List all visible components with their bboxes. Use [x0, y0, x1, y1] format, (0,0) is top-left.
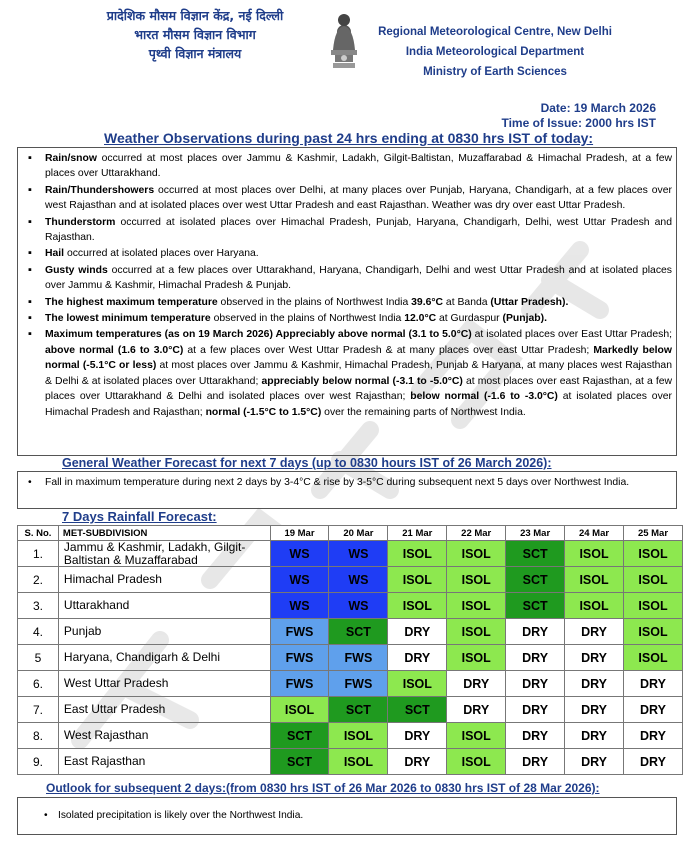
forecast-cell: FWS — [329, 671, 388, 697]
forecast-cell: WS — [270, 541, 329, 567]
place-name: (Uttar Pradesh). — [490, 296, 569, 308]
forecast-cell: SCT — [388, 697, 447, 723]
header-day: 21 Mar — [388, 526, 447, 541]
forecast-cell: DRY — [623, 749, 682, 775]
header-subdivision: MET-SUBDIVISION — [58, 526, 270, 541]
hindi-line: प्रादेशिक मौसम विज्ञान केंद्र, नई दिल्ली — [106, 8, 284, 23]
table-row — [18, 671, 683, 697]
row-subdivision: Uttarakhand — [58, 593, 270, 619]
general-forecast-box — [17, 471, 677, 509]
forecast-cell: SCT — [506, 593, 565, 619]
outlook-box — [17, 797, 677, 835]
forecast-cell: ISOL — [447, 619, 506, 645]
row-sno: 4. — [18, 619, 59, 645]
table-row — [18, 541, 683, 567]
english-line: Regional Meteorological Centre, New Delhi — [378, 26, 612, 38]
row-sno: 8. — [18, 723, 59, 749]
forecast-cell: ISOL — [623, 541, 682, 567]
forecast-cell: ISOL — [447, 541, 506, 567]
list-item — [18, 183, 676, 214]
category: appreciably below normal (-3.1 to -5.0°C) — [261, 375, 463, 387]
forecast-cell: DRY — [388, 645, 447, 671]
forecast-cell: FWS — [270, 671, 329, 697]
forecast-cell: DRY — [388, 723, 447, 749]
table-row — [18, 593, 683, 619]
forecast-cell: DRY — [565, 645, 624, 671]
forecast-cell: ISOL — [623, 593, 682, 619]
table-row — [18, 619, 683, 645]
forecast-cell: FWS — [270, 619, 329, 645]
row-sno: 5 — [18, 645, 59, 671]
forecast-cell: SCT — [329, 697, 388, 723]
item-text: observed in the plains of Northwest India — [217, 296, 412, 308]
temp-value: 12.0°C — [404, 313, 437, 325]
row-sno: 2. — [18, 567, 59, 593]
list-item — [18, 246, 676, 261]
forecast-cell: SCT — [506, 541, 565, 567]
forecast-cell: DRY — [447, 697, 506, 723]
forecast-cell: ISOL — [623, 567, 682, 593]
forecast-cell: ISOL — [388, 671, 447, 697]
item-text: occurred at isolated places over Himachal Pradesh, Punjab, Haryana, Chandigarh, Delhi, west Uttar Pradesh and Rajasthan. — [45, 216, 672, 244]
list-item: • Isolated precipitation is likely over the Northwest India. — [18, 798, 676, 823]
table-row — [18, 749, 683, 775]
list-item — [18, 215, 676, 246]
row-subdivision: Punjab — [58, 619, 270, 645]
forecast-cell: DRY — [565, 697, 624, 723]
row-subdivision: Jammu & Kashmir, Ladakh, Gilgit-Baltistan & Muzaffarabad — [58, 541, 270, 567]
header-day: 25 Mar — [623, 526, 682, 541]
forecast-cell: SCT — [270, 749, 329, 775]
forecast-cell: WS — [270, 567, 329, 593]
item-text: observed in the plains of Northwest India — [210, 313, 405, 325]
forecast-cell: WS — [329, 541, 388, 567]
table-row — [18, 645, 683, 671]
item-lead: Rain/Thundershowers — [45, 184, 155, 196]
row-subdivision: West Uttar Pradesh — [58, 671, 270, 697]
header-day: 24 Mar — [565, 526, 624, 541]
forecast-cell: DRY — [388, 749, 447, 775]
forecast-cell: DRY — [506, 749, 565, 775]
forecast-cell: ISOL — [565, 567, 624, 593]
forecast-cell: ISOL — [329, 723, 388, 749]
hindi-header — [80, 6, 310, 63]
item-text: over the remaining parts of Northwest India. — [321, 406, 526, 418]
forecast-cell: ISOL — [447, 567, 506, 593]
forecast-cell: FWS — [270, 645, 329, 671]
forecast-cell: DRY — [506, 645, 565, 671]
row-sno: 9. — [18, 749, 59, 775]
hindi-line: पृथ्वी विज्ञान मंत्रालय — [148, 46, 242, 61]
forecast-cell: ISOL — [388, 593, 447, 619]
item-text: at Banda — [443, 296, 491, 308]
forecast-cell: ISOL — [447, 723, 506, 749]
forecast-cell: ISOL — [388, 567, 447, 593]
item-text: at isolated places over East Uttar Pradesh; — [471, 329, 672, 341]
issue-date: Date: 19 March 2026 — [540, 101, 656, 115]
forecast-cell: FWS — [329, 645, 388, 671]
observations-title: Weather Observations during past 24 hrs ending at 0830 hrs IST of today: — [104, 130, 594, 146]
forecast-cell: DRY — [447, 671, 506, 697]
english-line: India Meteorological Department — [405, 46, 585, 58]
forecast-cell: DRY — [506, 671, 565, 697]
forecast-cell: ISOL — [329, 749, 388, 775]
row-subdivision: East Rajasthan — [58, 749, 270, 775]
general-forecast-title: General Weather Forecast for next 7 days (up to 0830 hours IST of 26 March 2026): — [62, 456, 552, 470]
forecast-cell: DRY — [388, 619, 447, 645]
hindi-line: भारत मौसम विज्ञान विभाग — [134, 27, 256, 42]
list-item-highest-max — [18, 295, 676, 310]
row-subdivision: Haryana, Chandigarh & Delhi — [58, 645, 270, 671]
item-lead: Thunderstorm — [45, 216, 116, 228]
list-item: • Fall in maximum temperature during next 2 days by 3-4°C & rise by 3-5°C during subsequent next 5 days over Northwest India. — [18, 472, 676, 490]
forecast-cell: DRY — [565, 619, 624, 645]
row-sno: 3. — [18, 593, 59, 619]
item-text: at most places over Jammu & Kashmir, Himachal Pradesh, Punjab & Haryana, at many places west Rajasthan & Delhi & at isolated places over Uttarakhand; — [45, 360, 672, 387]
item-lead: The highest maximum temperature — [45, 296, 218, 308]
forecast-cell: ISOL — [447, 645, 506, 671]
header-day: 19 Mar — [270, 526, 329, 541]
row-sno: 1. — [18, 541, 59, 567]
observations-box — [17, 147, 677, 456]
item-lead: The lowest minimum temperature — [45, 313, 211, 325]
item-text: at isolated places over Himachal Pradesh and Rajasthan; — [45, 391, 673, 418]
forecast-cell: ISOL — [447, 593, 506, 619]
table-header-row — [18, 526, 683, 541]
forecast-cell: ISOL — [388, 541, 447, 567]
forecast-cell: DRY — [506, 697, 565, 723]
english-line: Ministry of Earth Sciences — [423, 66, 567, 78]
item-lead: Rain/snow — [45, 153, 97, 164]
forecast-cell: WS — [329, 567, 388, 593]
list-item — [18, 151, 676, 182]
outlook-title: Outlook for subsequent 2 days:(from 0830 hrs IST of 26 Mar 2026 to 0830 hrs IST of 28 Mar 2026): — [46, 781, 600, 795]
forecast-cell: ISOL — [565, 593, 624, 619]
category: Markedly below normal (-5.1°C or less) — [45, 344, 672, 372]
forecast-cell: WS — [270, 593, 329, 619]
header-day: 23 Mar — [506, 526, 565, 541]
table-row — [18, 697, 683, 723]
forecast-cell: SCT — [329, 619, 388, 645]
table-row — [18, 723, 683, 749]
item-text: at Gurdaspur — [436, 313, 503, 325]
forecast-cell: DRY — [623, 723, 682, 749]
header-sno: S. No. — [18, 526, 59, 541]
forecast-cell: WS — [329, 593, 388, 619]
forecast-cell: DRY — [623, 697, 682, 723]
forecast-cell: SCT — [270, 723, 329, 749]
temp-value: 39.6°C — [411, 296, 444, 308]
item-text: at most places over east Rajasthan, at a few places over Uttarakhand & Delhi and isolated places over west Rajasthan; — [45, 375, 673, 403]
forecast-cell: SCT — [506, 567, 565, 593]
item-lead: Hail — [45, 248, 65, 260]
item-text: occurred at most places over Delhi, at many places over Punjab, Haryana, Chandigarh, at a few places over west Rajasthan and at isolated places over west Uttar Pradesh and east Rajasthan. Weather was dry over east Uttar Pradesh. — [45, 184, 672, 212]
item-text: occurred at most places over Jammu & Kashmir, Ladakh, Gilgit-Baltistan, Muzaffarabad & Himachal Pradesh, at a few places over Uttarakhand. — [45, 153, 672, 180]
item-lead: Maximum temperatures (as on 19 March 2026) A — [45, 329, 283, 341]
forecast-cell: ISOL — [623, 645, 682, 671]
item-text: at a few places over West Uttar Pradesh & at many places over east Uttar Pradesh; — [183, 344, 594, 356]
forecast-cell: DRY — [565, 749, 624, 775]
row-sno: 6. — [18, 671, 59, 697]
forecast-cell: DRY — [565, 723, 624, 749]
issue-info — [501, 101, 656, 131]
forecast-cell: ISOL — [623, 619, 682, 645]
rainfall-title: 7 Days Rainfall Forecast: — [62, 509, 217, 524]
category: above normal (1.6 to 3.0°C) — [45, 344, 184, 356]
row-subdivision: East Uttar Pradesh — [58, 697, 270, 723]
category: normal (-1.5°C to 1.5°C) — [205, 406, 322, 418]
category: ppreciably above normal (3.1 to 5.0°C) — [283, 329, 472, 341]
table-row — [18, 567, 683, 593]
item-lead: Gusty winds — [45, 264, 108, 276]
item-text: occurred at isolated places over Haryana. — [64, 248, 259, 260]
forecast-cell: DRY — [623, 671, 682, 697]
rainfall-table — [17, 525, 683, 775]
row-subdivision: West Rajasthan — [58, 723, 270, 749]
list-item-lowest-min — [18, 311, 676, 326]
list-item-max-temps — [18, 327, 676, 419]
national-emblem-icon — [319, 6, 369, 70]
english-header — [372, 22, 618, 82]
header-day: 20 Mar — [329, 526, 388, 541]
category: below normal (-1.6 to -3.0°C) — [410, 391, 558, 403]
row-sno: 7. — [18, 697, 59, 723]
forecast-cell: DRY — [506, 619, 565, 645]
forecast-cell: DRY — [565, 671, 624, 697]
forecast-cell: ISOL — [270, 697, 329, 723]
issue-time: Time of Issue: 2000 hrs IST — [501, 116, 656, 130]
header-day: 22 Mar — [447, 526, 506, 541]
forecast-cell: ISOL — [565, 541, 624, 567]
forecast-cell: ISOL — [447, 749, 506, 775]
forecast-cell: DRY — [506, 723, 565, 749]
row-subdivision: Himachal Pradesh — [58, 567, 270, 593]
list-item — [18, 263, 676, 294]
item-text: occurred at a few places over Uttarakhand, Haryana, Chandigarh, Delhi and west Uttar Pradesh and at isolated places over Jammu & Kashmir, Himachal Pradesh & Punjab. — [45, 264, 673, 292]
place-name: (Punjab). — [502, 313, 547, 325]
